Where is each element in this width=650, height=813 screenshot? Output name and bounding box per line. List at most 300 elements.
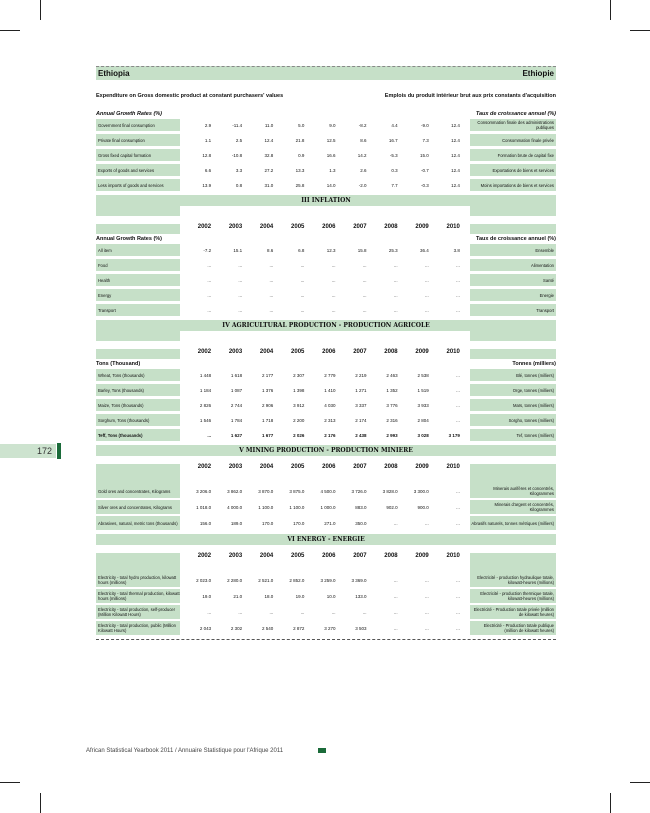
year-label: 2006 (322, 553, 336, 559)
cell-value: ... (456, 262, 460, 268)
cell-value: -5.3 (389, 152, 398, 158)
crop-mark (610, 0, 611, 20)
cell-value: 2 852.0 (289, 577, 305, 583)
inflation-unit (96, 234, 556, 244)
cell-value: 13.3 (295, 167, 305, 173)
cell-value: 1 546 (199, 417, 212, 423)
cell-value: 8.6 (267, 247, 274, 253)
cell-value: 2 174 (355, 417, 367, 423)
year-label: 2002 (197, 553, 212, 559)
cell-value: 2 779 (324, 372, 336, 378)
cell-value: 2 540 (262, 625, 274, 631)
agri-table (96, 369, 556, 441)
cell-value: 15.0 (419, 152, 429, 158)
row-label-fr: Alimentation (470, 259, 556, 271)
cell-value: 15.8 (357, 247, 367, 253)
cell-value: 2 026 (293, 432, 305, 438)
cell-value: ... (393, 609, 398, 615)
cell-value: 0.3 (391, 167, 398, 173)
energy-table (96, 573, 556, 635)
cell-value: ... (300, 277, 305, 283)
cell-value: 2 993 (386, 432, 398, 438)
cell-value: 2 872 (293, 625, 305, 631)
cell-value: ... (300, 292, 305, 298)
year-header-row (96, 224, 556, 234)
crop-mark (0, 782, 20, 783)
yearbook-page (96, 66, 556, 640)
cell-value: 18.0 (264, 593, 274, 599)
cell-value: 1 627 (230, 432, 243, 438)
cell-value: 7.3 (422, 137, 429, 143)
cell-value: 1 618 (230, 372, 243, 378)
table-row (96, 259, 556, 271)
row-label-en: Sorghum, Tons (thousands) (96, 414, 180, 426)
year-label: 2004 (259, 224, 274, 230)
year-label: 2007 (353, 224, 367, 230)
cell-value: -9.0 (420, 122, 429, 128)
cell-value: 4 000.0 (227, 504, 243, 510)
cell-value: ... (424, 593, 429, 599)
cell-value: ... (207, 277, 212, 283)
cell-value: 2 906 (262, 402, 274, 408)
cell-value: 12.4 (451, 122, 460, 128)
year-label: 2005 (291, 224, 305, 230)
row-label-fr: Maïs, tonnes (milliers) (470, 399, 556, 411)
cell-value: 25.3 (388, 247, 398, 253)
year-label: 2005 (291, 553, 305, 559)
cell-value: ... (393, 520, 398, 526)
gdp-unit-fr: Taux de croissance annuel (%) (475, 110, 556, 117)
gap-row (96, 474, 556, 484)
table-row (96, 573, 556, 587)
gap-row (96, 563, 556, 573)
cell-value: 8.6 (360, 137, 367, 143)
row-label-fr: Transport (470, 304, 556, 316)
cell-value: 1.1 (204, 137, 212, 143)
cell-value: 3 369.0 (351, 577, 367, 583)
table-row (96, 500, 556, 514)
agri-unit-en: Tons (Thousand) (96, 361, 141, 367)
gdp-heading (96, 80, 556, 106)
row-label-fr: Santé (470, 274, 556, 286)
cell-value: 19.0 (202, 593, 212, 599)
cell-value: 3 875.0 (289, 488, 305, 494)
row-label-fr: Orge, tonnes (milliers) (470, 384, 556, 396)
row-label-fr: Energie (470, 289, 556, 301)
row-label-fr: Consommation finale privée (470, 134, 556, 146)
cell-value: 5.0 (298, 122, 305, 128)
cell-value: ... (300, 262, 305, 268)
year-label: 2009 (415, 464, 429, 470)
cell-value: 12.4 (451, 152, 460, 158)
cell-value: 36.4 (419, 247, 429, 253)
cell-value: ... (331, 292, 336, 298)
cell-value: ... (393, 625, 398, 631)
cell-value: 883.0 (355, 504, 367, 510)
table-row (96, 399, 556, 411)
cell-value: 189.0 (230, 520, 243, 526)
table-row (96, 119, 556, 131)
year-label: 2002 (197, 349, 212, 355)
table-row (96, 484, 556, 498)
cell-value: 2 177 (262, 372, 274, 378)
cell-value: 170.0 (262, 520, 274, 526)
cell-value: ... (300, 307, 305, 313)
cell-value: ... (331, 277, 336, 283)
cell-value: 3 337 (355, 402, 367, 408)
cell-value: 133.0 (355, 593, 367, 599)
cell-value: 31.0 (264, 182, 274, 188)
year-label: 2009 (415, 224, 429, 230)
year-label: 2005 (291, 349, 305, 355)
cell-value: 1 100.0 (258, 504, 274, 510)
cell-value: 25.8 (295, 182, 305, 188)
cell-value: ... (456, 488, 460, 494)
cell-value: 2 521.0 (258, 577, 274, 583)
year-header-row (96, 553, 556, 563)
cell-value: ... (331, 307, 336, 313)
cell-value: ... (424, 520, 429, 526)
cell-value: ... (300, 609, 305, 615)
cell-value: ... (456, 402, 460, 408)
cell-value: -11.4 (232, 122, 243, 128)
row-label-en: Energy (96, 289, 180, 301)
cell-value: 15.1 (233, 247, 243, 253)
table-row (96, 516, 556, 530)
row-label-en: Electricity - total production, self-producer (Million Kilowatt Hours) (96, 605, 180, 619)
year-label: 2008 (384, 553, 398, 559)
table-row (96, 429, 556, 441)
cell-value: 12.4 (451, 167, 460, 173)
gdp-table (96, 119, 556, 191)
cell-value: 10.0 (326, 593, 336, 599)
year-label: 2003 (228, 464, 243, 470)
row-label-fr: Blé, tonnes (milliers) (470, 369, 556, 381)
cell-value: ... (456, 277, 460, 283)
cell-value: -0.3 (420, 182, 429, 188)
cell-value: 2 200 (293, 417, 305, 423)
cell-value: 1 398 (293, 387, 305, 393)
year-label: 2003 (228, 349, 243, 355)
row-label-en: Gross fixed capital formation (96, 149, 180, 161)
row-label-fr: Consommation finale des administrations publiques (470, 119, 556, 131)
cell-value: ... (424, 262, 429, 268)
gap-row (96, 206, 556, 216)
cell-value: 4.4 (391, 122, 398, 128)
year-label: 2004 (259, 349, 274, 355)
row-label-en: Electricity - total production, public (Million Kilowatt Hours) (96, 621, 180, 635)
cell-value: ... (424, 577, 429, 583)
cell-value: 13.9 (202, 182, 212, 188)
cell-value: 3 933 (417, 402, 429, 408)
row-label-fr: Electricité - Production totale privée (million de kilowatt heures) (470, 605, 556, 619)
cell-value: 1 784 (230, 417, 243, 423)
cell-value: 2 302 (230, 625, 243, 631)
year-label: 2006 (322, 464, 336, 470)
row-label-en: Teff, Tons (thousands) (96, 429, 180, 441)
year-label: 2005 (291, 464, 305, 470)
cell-value: 21.8 (295, 137, 305, 143)
cell-value: ... (456, 372, 460, 378)
year-label: 2010 (446, 224, 460, 230)
cell-value: 3 503 (355, 625, 367, 631)
country-name-fr: Ethiopie (522, 69, 554, 78)
energy-title: VI ENERGY - ENERGIE (96, 534, 556, 545)
row-label-fr: Electricité - Production totale publique (million de kilowatt heures) (470, 621, 556, 635)
row-label-fr: Exportations de biens et services (470, 164, 556, 176)
cell-value: 1 100.0 (289, 504, 305, 510)
year-label: 2002 (197, 464, 212, 470)
cell-value: 3 912 (293, 402, 305, 408)
cell-value: 2 219 (355, 372, 367, 378)
cell-value: 2 804 (417, 417, 429, 423)
cell-value: 12.3 (326, 247, 336, 253)
cell-value: ... (207, 292, 212, 298)
footer-marker (318, 748, 326, 753)
cell-value: ... (393, 292, 398, 298)
inflation-title: III INFLATION (96, 195, 556, 206)
cell-value: 2 744 (230, 402, 243, 408)
gap-row (96, 331, 556, 341)
cell-value: -8.2 (358, 122, 367, 128)
table-row (96, 369, 556, 381)
cell-value: 2 023.0 (196, 577, 212, 583)
cell-value: ... (269, 262, 274, 268)
cell-value: 1 018.0 (196, 504, 212, 510)
cell-value: ... (424, 625, 429, 631)
cell-value: 6.6 (204, 167, 212, 173)
table-row (96, 274, 556, 286)
mining-table (96, 484, 556, 530)
row-label-en: Transport (96, 304, 180, 316)
cell-value: 3 726.0 (351, 488, 367, 494)
year-label: 2007 (353, 464, 367, 470)
table-end-rule (96, 637, 556, 640)
table-row (96, 589, 556, 603)
cell-value: 0.8 (235, 182, 243, 188)
year-header-row (96, 349, 556, 359)
footer-text: African Statistical Yearbook 2011 / Annuaire Statistique pour l'Afrique 2011 (86, 748, 284, 754)
row-label-en: Health (96, 274, 180, 286)
cell-value: 3 270 (324, 625, 336, 631)
inflation-unit-fr: Taux de croissance annuel (%) (476, 236, 556, 242)
cell-value: ... (456, 609, 460, 615)
cell-value: 2 176 (324, 432, 336, 438)
row-label-en: Less imports of goods and services (96, 179, 180, 191)
inflation-table (96, 244, 556, 316)
cell-value: 1 677 (262, 432, 274, 438)
cell-value: ... (362, 292, 367, 298)
cell-value: 271.0 (324, 520, 336, 526)
year-label: 2007 (353, 349, 367, 355)
gdp-unit (96, 108, 556, 119)
row-label-en: Exports of goods and services (96, 164, 180, 176)
cell-value: 14.2 (357, 152, 367, 158)
cell-value: 2 313 (324, 417, 336, 423)
year-label: 2010 (446, 553, 460, 559)
cell-value: 16.6 (326, 152, 336, 158)
cell-value: 32.8 (264, 152, 274, 158)
cell-value: 2 538 (417, 372, 429, 378)
cell-value: 4 030 (324, 402, 336, 408)
cell-value: 1 718 (262, 417, 274, 423)
table-row (96, 621, 556, 635)
cell-value: 3 259.0 (320, 577, 336, 583)
agri-unit (96, 359, 556, 369)
country-header (96, 66, 556, 80)
cell-value: 12.5 (326, 137, 336, 143)
cell-value: 902.0 (386, 504, 398, 510)
cell-value: 6.8 (298, 247, 305, 253)
cell-value: ... (456, 504, 460, 510)
cell-value: 19.0 (295, 593, 305, 599)
table-row (96, 289, 556, 301)
row-label-en: Electricity - total thermal production, kilowatt hours (millions) (98, 591, 180, 601)
year-label: 2002 (197, 224, 212, 230)
cell-value: 1 184 (199, 387, 212, 393)
cell-value: 3.8 (453, 247, 460, 253)
cell-value: 0.9 (298, 152, 305, 158)
row-label-en: Abrasives, natural, metric tons (thousands) (96, 516, 180, 530)
cell-value: 7.7 (391, 182, 398, 188)
cell-value: 2 463 (386, 372, 398, 378)
year-label: 2008 (384, 224, 398, 230)
year-label: 2009 (415, 349, 429, 355)
cell-value: 2 043 (199, 625, 212, 631)
cell-value: ... (456, 417, 460, 423)
agri-title: IV AGRICULTURAL PRODUCTION - PRODUCTION AGRICOLE (96, 320, 556, 331)
crop-mark (40, 793, 41, 813)
gdp-title-en: Expenditure on Gross domestic product at constant purchasers' values (96, 93, 284, 99)
cell-value: 2 438 (355, 432, 367, 438)
cell-value: -7.2 (203, 247, 212, 253)
row-label-fr: Sorgho, tonnes (milliers) (470, 414, 556, 426)
cell-value: 1 448 (199, 372, 212, 378)
cell-value: ... (456, 625, 460, 631)
cell-value: 12.8 (202, 152, 212, 158)
cell-value: 1 376 (262, 387, 274, 393)
cell-value: 3 776 (386, 402, 398, 408)
page-number: 172 (0, 444, 56, 458)
year-label: 2010 (446, 464, 460, 470)
cell-value: ... (393, 307, 398, 313)
row-label-en: Silver ores and concentrates, Kilograms (96, 500, 180, 514)
row-label-en: Barley, Tons (thousands) (96, 384, 180, 396)
table-row (96, 134, 556, 146)
cell-value: ... (207, 307, 212, 313)
row-label-fr: Minerais d'argent et concentrés, Kilogrammes (470, 500, 556, 514)
cell-value: ... (456, 593, 460, 599)
cell-value: 2 826 (199, 402, 212, 408)
country-name-en: Ethiopia (98, 69, 130, 78)
row-label-fr: Minerais aurifères et concentrés, Kilogrammes (470, 484, 556, 498)
cell-value: ... (362, 307, 367, 313)
crop-mark (0, 30, 20, 31)
cell-value: 21.0 (233, 593, 243, 599)
gdp-unit-en: Annual Growth Rates (%) (96, 110, 163, 117)
mining-title: V MINING PRODUCTION - PRODUCTION MINIERE (96, 445, 556, 456)
row-label-fr: Moins importations de biens et services (470, 179, 556, 191)
cell-value: 2.5 (235, 137, 243, 143)
cell-value: 350.0 (355, 520, 367, 526)
year-label: 2010 (446, 349, 460, 355)
cell-value: 12.4 (451, 137, 460, 143)
cell-value: ... (424, 307, 429, 313)
table-row (96, 164, 556, 176)
cell-value: ... (331, 609, 336, 615)
row-label-fr: Abrasifs naturels, tonnes métriques (milliers) (470, 516, 556, 530)
cell-value: ... (207, 609, 212, 615)
cell-value: 1 410 (324, 387, 336, 393)
agri-unit-fr: Tonnes (milliers) (512, 361, 556, 367)
cell-value: 170.0 (293, 520, 305, 526)
cell-value: ... (456, 577, 460, 583)
cell-value: 12.4 (451, 182, 460, 188)
cell-value: ... (393, 277, 398, 283)
year-label: 2003 (228, 224, 243, 230)
crop-mark (630, 30, 650, 31)
cell-value: -10.8 (231, 152, 243, 158)
cell-value: 1 519 (417, 387, 429, 393)
cell-value: ... (393, 262, 398, 268)
year-header-row (96, 464, 556, 474)
cell-value: 900.0 (417, 504, 429, 510)
year-label: 2009 (415, 553, 429, 559)
cell-value: 1 352 (386, 387, 398, 393)
cell-value: 1 087 (230, 387, 243, 393)
cell-value: ... (362, 277, 367, 283)
cell-value: ... (424, 609, 429, 615)
year-label: 2007 (353, 553, 367, 559)
row-label-en: All item (96, 244, 180, 256)
row-label-fr: Electricité - production hydraulique totale, kilowatt-heures (millions) (470, 573, 556, 587)
crop-mark (610, 793, 611, 813)
cell-value: ... (269, 307, 274, 313)
cell-value: ... (456, 292, 460, 298)
year-label: 2003 (228, 553, 243, 559)
row-label-fr: Ensemble (470, 244, 556, 256)
cell-value: 2.6 (360, 167, 367, 173)
row-label-en: Wheat, Tons (thousands) (96, 369, 180, 381)
cell-value: ... (393, 577, 398, 583)
year-label: 2008 (384, 349, 398, 355)
cell-value: 4 500.0 (320, 488, 336, 494)
cell-value: 3.3 (235, 167, 243, 173)
cell-value: ... (238, 292, 243, 298)
cell-value: ... (362, 262, 367, 268)
cell-value: -2.0 (358, 182, 367, 188)
cell-value: ... (269, 292, 274, 298)
cell-value: 2.9 (204, 122, 212, 128)
row-label-en: Private final consumption (96, 134, 180, 146)
table-row (96, 179, 556, 191)
row-label-en: Maize, Tons (thousands) (96, 399, 180, 411)
cell-value: 2 280.0 (227, 577, 243, 583)
gdp-title-fr: Emplois du produit intérieur brut aux prix constants d'acquisition (384, 93, 556, 99)
cell-value: ... (269, 609, 274, 615)
crop-mark (40, 0, 41, 20)
row-label-en: Government final consumption (96, 119, 180, 131)
cell-value: 9.0 (329, 122, 336, 128)
cell-value: 2 316 (386, 417, 398, 423)
cell-value: -0.7 (420, 167, 429, 173)
cell-value: 27.2 (264, 167, 274, 173)
table-row (96, 304, 556, 316)
cell-value: ... (456, 520, 460, 526)
cell-value: 12.4 (264, 137, 274, 143)
cell-value: ... (456, 307, 460, 313)
cell-value: ... (269, 277, 274, 283)
